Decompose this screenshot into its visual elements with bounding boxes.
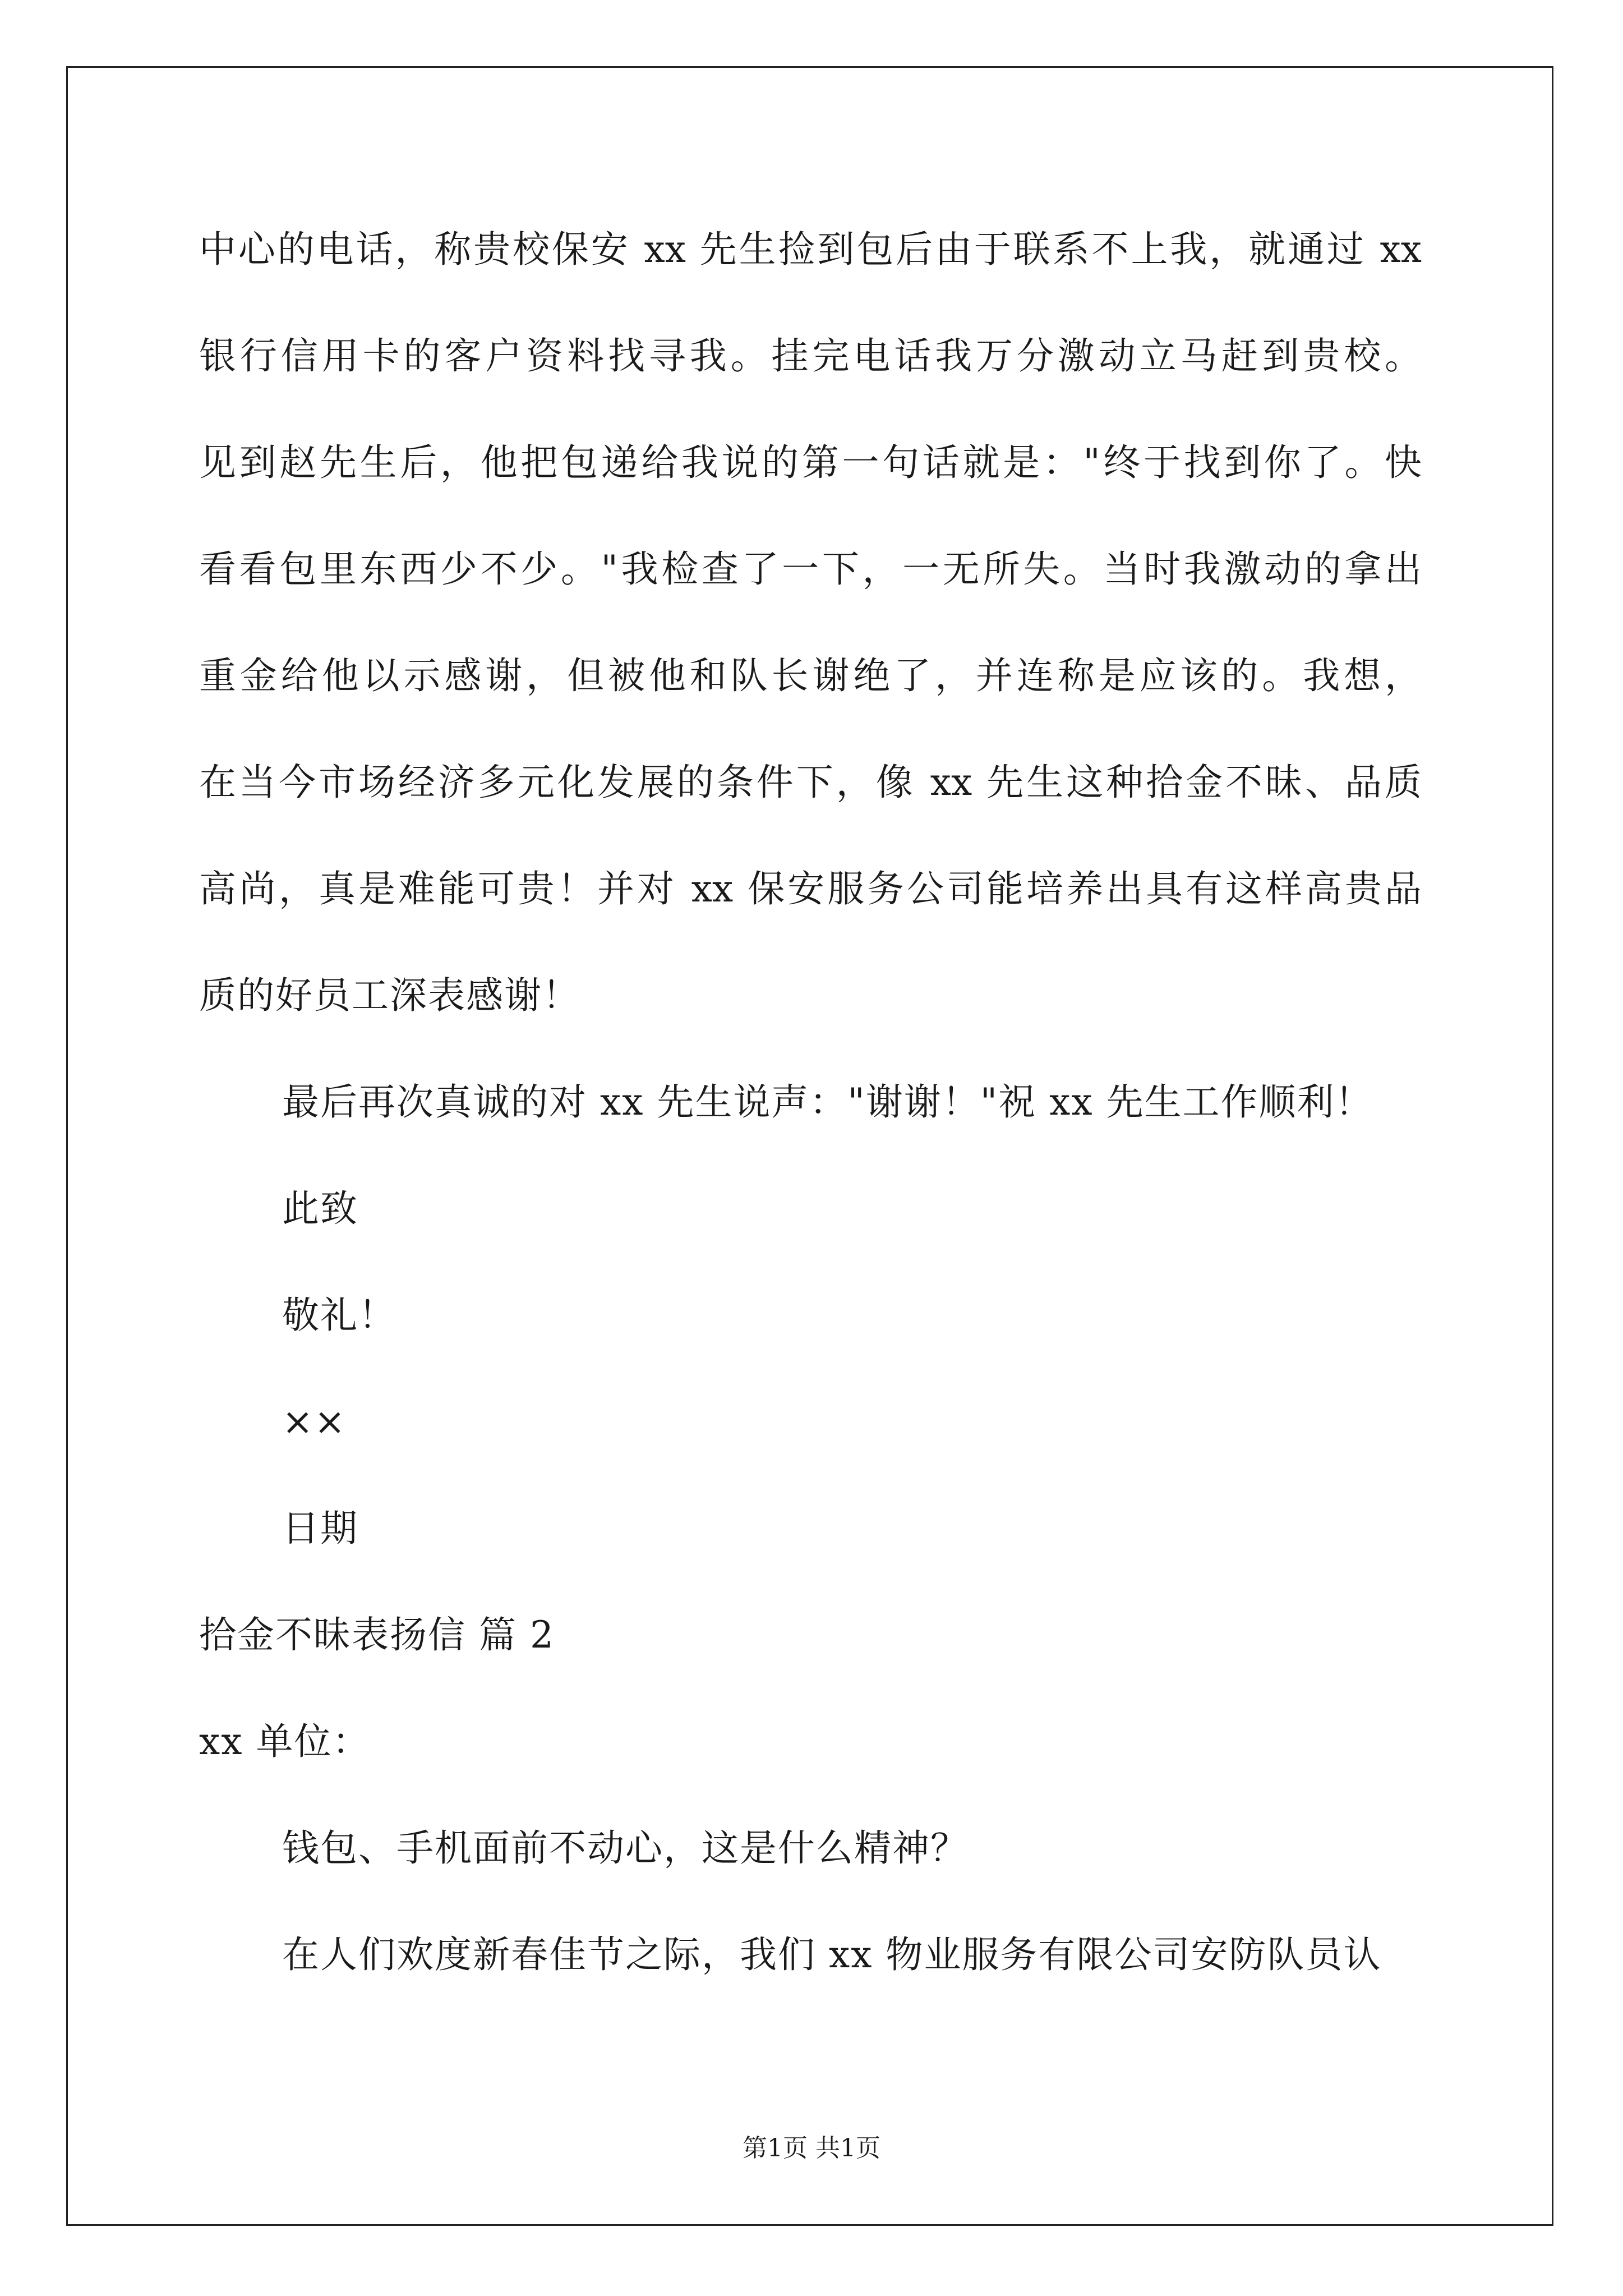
signature: ×× [282,1400,347,1443]
date: 日期 [282,1507,358,1550]
recipient: xx 单位： [199,1720,371,1763]
body-line-2: 银行信用卡的客户资料找寻我。挂完电话我万分激动立马赶到贵校。 [199,334,1422,378]
regards: 敬礼！ [282,1294,396,1337]
body-line-3: 见到赵先生后，他把包递给我说的第一句话就是："终于找到你了。快 [199,441,1422,484]
body-line-1: 中心的电话，称贵校保安 xx 先生捡到包后由于联系不上我，就通过 xx [199,228,1422,271]
body-line-7: 高尚，真是难能可贵！并对 xx 保安服务公司能培养出具有这样高贵品 [199,867,1422,910]
salutation: 此致 [282,1187,358,1230]
page-footer: 第1页 共1页 [743,2134,880,2162]
section-title: 拾金不昧表扬信 篇 2 [199,1613,555,1657]
body-line-6: 在当今市场经济多元化发展的条件下，像 xx 先生这种拾金不昧、品质 [199,761,1422,804]
closing-line: 最后再次真诚的对 xx 先生说声："谢谢！"祝 xx 先生工作顺利！ [282,1080,1373,1124]
page-border [66,66,1553,2226]
body-line-4: 看看包里东西少不少。"我检查了一下，一无所失。当时我激动的拿出 [199,547,1422,591]
para-question: 钱包、手机面前不动心，这是什么精神？ [282,1826,969,1870]
body-line-5: 重金给他以示感谢，但被他和队长谢绝了，并连称是应该的。我想， [199,654,1422,697]
body-line-8: 质的好员工深表感谢！ [199,974,580,1017]
para-start: 在人们欢度新春佳节之际，我们 xx 物业服务有限公司安防队员认 [282,1933,1382,1976]
